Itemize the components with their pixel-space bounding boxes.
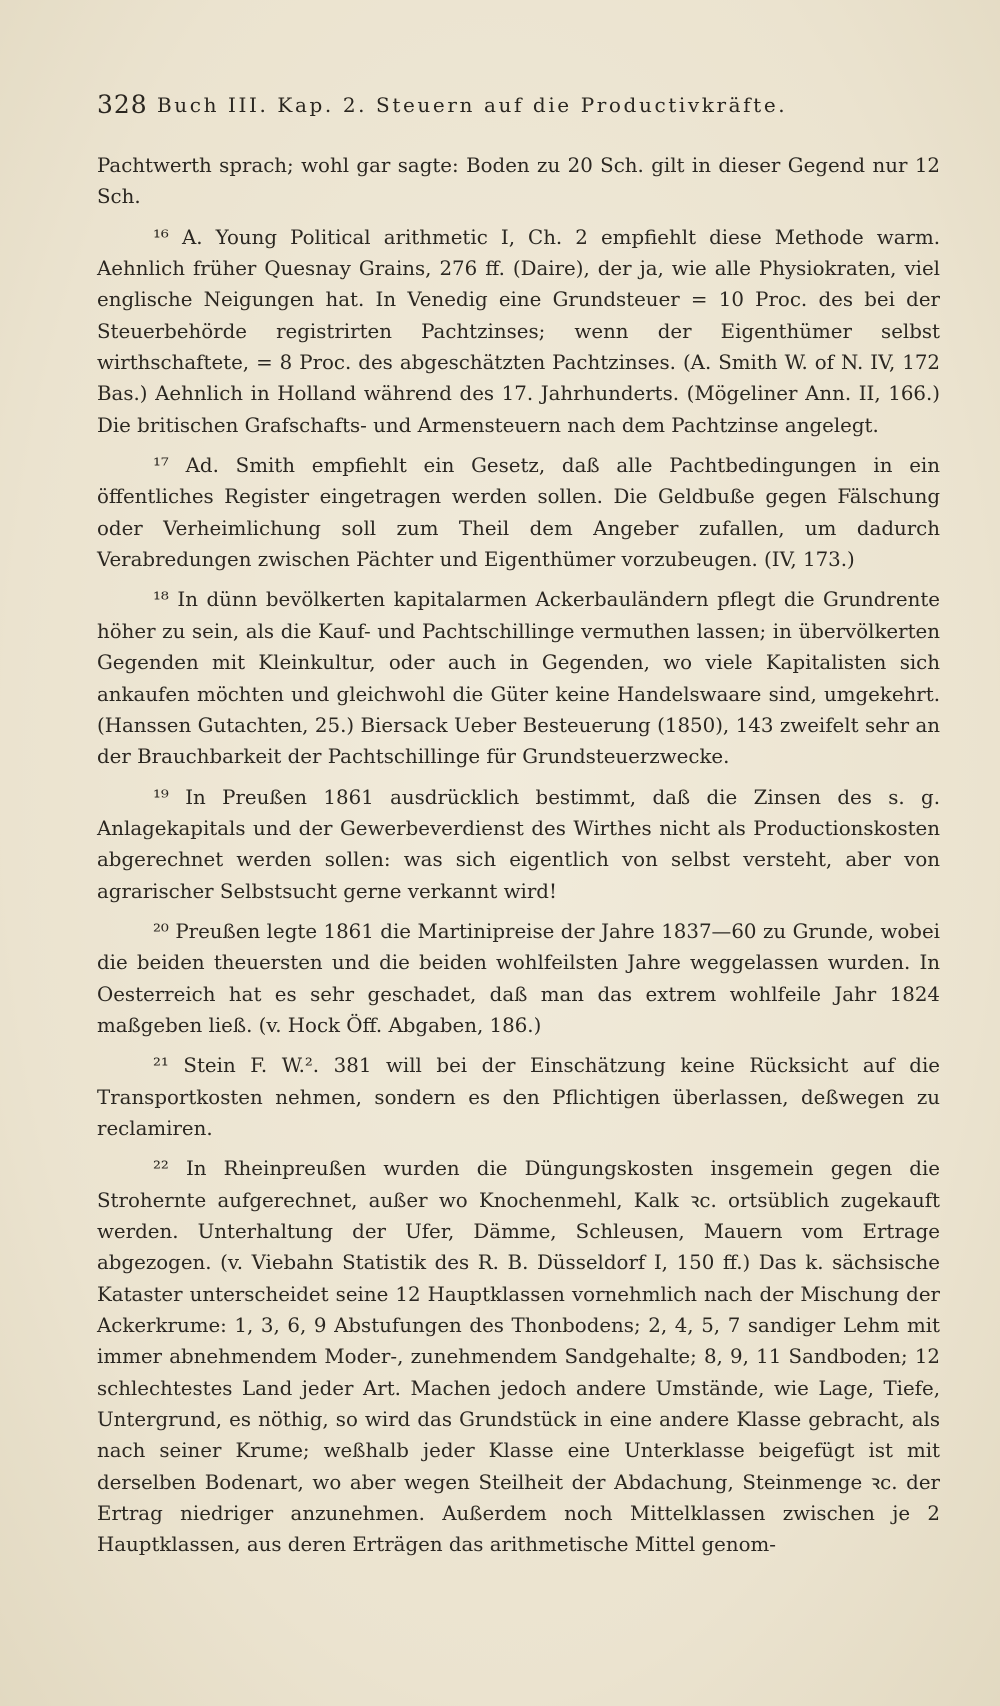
running-head: Buch III. Kap. 2. Steuern auf die Productivkräfte. xyxy=(157,93,788,117)
page-header xyxy=(97,90,907,126)
footnote-19: ¹⁹ In Preußen 1861 ausdrücklich bestimmt, daß die Zinsen des s. g. Anlagekapitals und der Gewerbeverdienst des Wirthes nicht als Productionskosten abgerechnet werden sollen: was sich eigentlich von selbst versteht, aber von agrarischer Selbstsucht gerne verkannt wird! xyxy=(97,785,940,903)
footnote-16: ¹⁶ A. Young Political arithmetic I, Ch. 2 empfiehlt diese Methode warm. Aehnlich früher Quesnay Grains, 276 ff. (Daire), der ja, wie alle Physiokraten, viel englische Neigungen hat. In Venedig eine Grundsteuer = 10 Proc. des bei der Steuerbehörde registrirten Pachtzinses; wenn der Eigenthümer selbst wirthschaftete, = 8 Proc. des abgeschätzten Pachtzinses. (A. Smith W. of N. IV, 172 Bas.) Aehnlich in Holland während des 17. Jahrhunderts. (Mögeliner Ann. II, 166.) Die britischen Grafschafts- und Armensteuern nach dem Pachtzinse angelegt. xyxy=(97,225,940,437)
footnote-21: ²¹ Stein F. W.². 381 will bei der Einschätzung keine Rücksicht auf die Transportkosten nehmen, sondern es den Pflichtigen überlassen, deßwegen zu reclamiren. xyxy=(97,1054,940,1140)
page-number: 328 xyxy=(97,90,148,119)
footnotes-body xyxy=(97,150,940,1561)
footnote-continuation: Pachtwerth sprach; wohl gar sagte: Boden zu 20 Sch. gilt in dieser Gegend nur 12 Sch. xyxy=(97,154,940,209)
footnote-20: ²⁰ Preußen legte 1861 die Martinipreise der Jahre 1837—60 zu Grunde, wobei die beiden theuersten und die beiden wohlfeilsten Jahre weggelassen wurden. In Oesterreich hat es sehr geschadet, daß man das extrem wohlfeile Jahr 1824 maßgeben ließ. (v. Hock Öff. Abgaben, 186.) xyxy=(97,919,940,1037)
footnote-18: ¹⁸ In dünn bevölkerten kapitalarmen Ackerbauländern pflegt die Grundrente höher zu sein, als die Kauf- und Pachtschillinge vermuthen lassen; in übervölkerten Gegenden mit Kleinkultur, oder auch in Gegenden, wo viele Kapitalisten sich ankaufen möchten und gleichwohl die Güter keine Handelswaare sind, umgekehrt. (Hanssen Gutachten, 25.) Biersack Ueber Besteuerung (1850), 143 zweifelt sehr an der Brauchbarkeit der Pachtschillinge für Grundsteuerzwecke. xyxy=(97,588,940,769)
footnote-17: ¹⁷ Ad. Smith empfiehlt ein Gesetz, daß alle Pachtbedingungen in ein öffentliches Register eingetragen werden sollen. Die Geldbuße gegen Fälschung oder Verheimlichung soll zum Theil dem Angeber zufallen, um dadurch Verabredungen zwischen Pächter und Eigenthümer vorzubeugen. (IV, 173.) xyxy=(97,454,940,572)
footnote-22: ²² In Rheinpreußen wurden die Düngungskosten insgemein gegen die Strohernte aufgerechnet, außer wo Knochenmehl, Kalk ꝛc. ortsüblich zugekauft werden. Unterhaltung der Ufer, Dämme, Schleusen, Mauern vom Ertrage abgezogen. (v. Viebahn Statistik des R. B. Düsseldorf I, 150 ff.) Das k. sächsische Kataster unterscheidet seine 12 Hauptklassen vornehmlich nach der Mischung der Ackerkrume: 1, 3, 6, 9 Abstufungen des Thonbodens; 2, 4, 5, 7 sandiger Lehm mit immer abnehmendem Moder-, zunehmendem Sandgehalte; 8, 9, 11 Sandboden; 12 schlechtestes Land jeder Art. Machen jedoch andere Umstände, wie Lage, Tiefe, Untergrund, es nöthig, so wird das Grundstück in eine andere Klasse gebracht, als nach seiner Krume; weßhalb jeder Klasse eine Unterklasse beigefügt ist mit derselben Bodenart, wo aber wegen Steilheit der Abdachung, Steinmenge ꝛc. der Ertrag niedriger anzunehmen. Außerdem noch Mittelklassen zwischen je 2 Hauptklassen, aus deren Erträgen das arithmetische Mittel genom- xyxy=(97,1157,940,1557)
